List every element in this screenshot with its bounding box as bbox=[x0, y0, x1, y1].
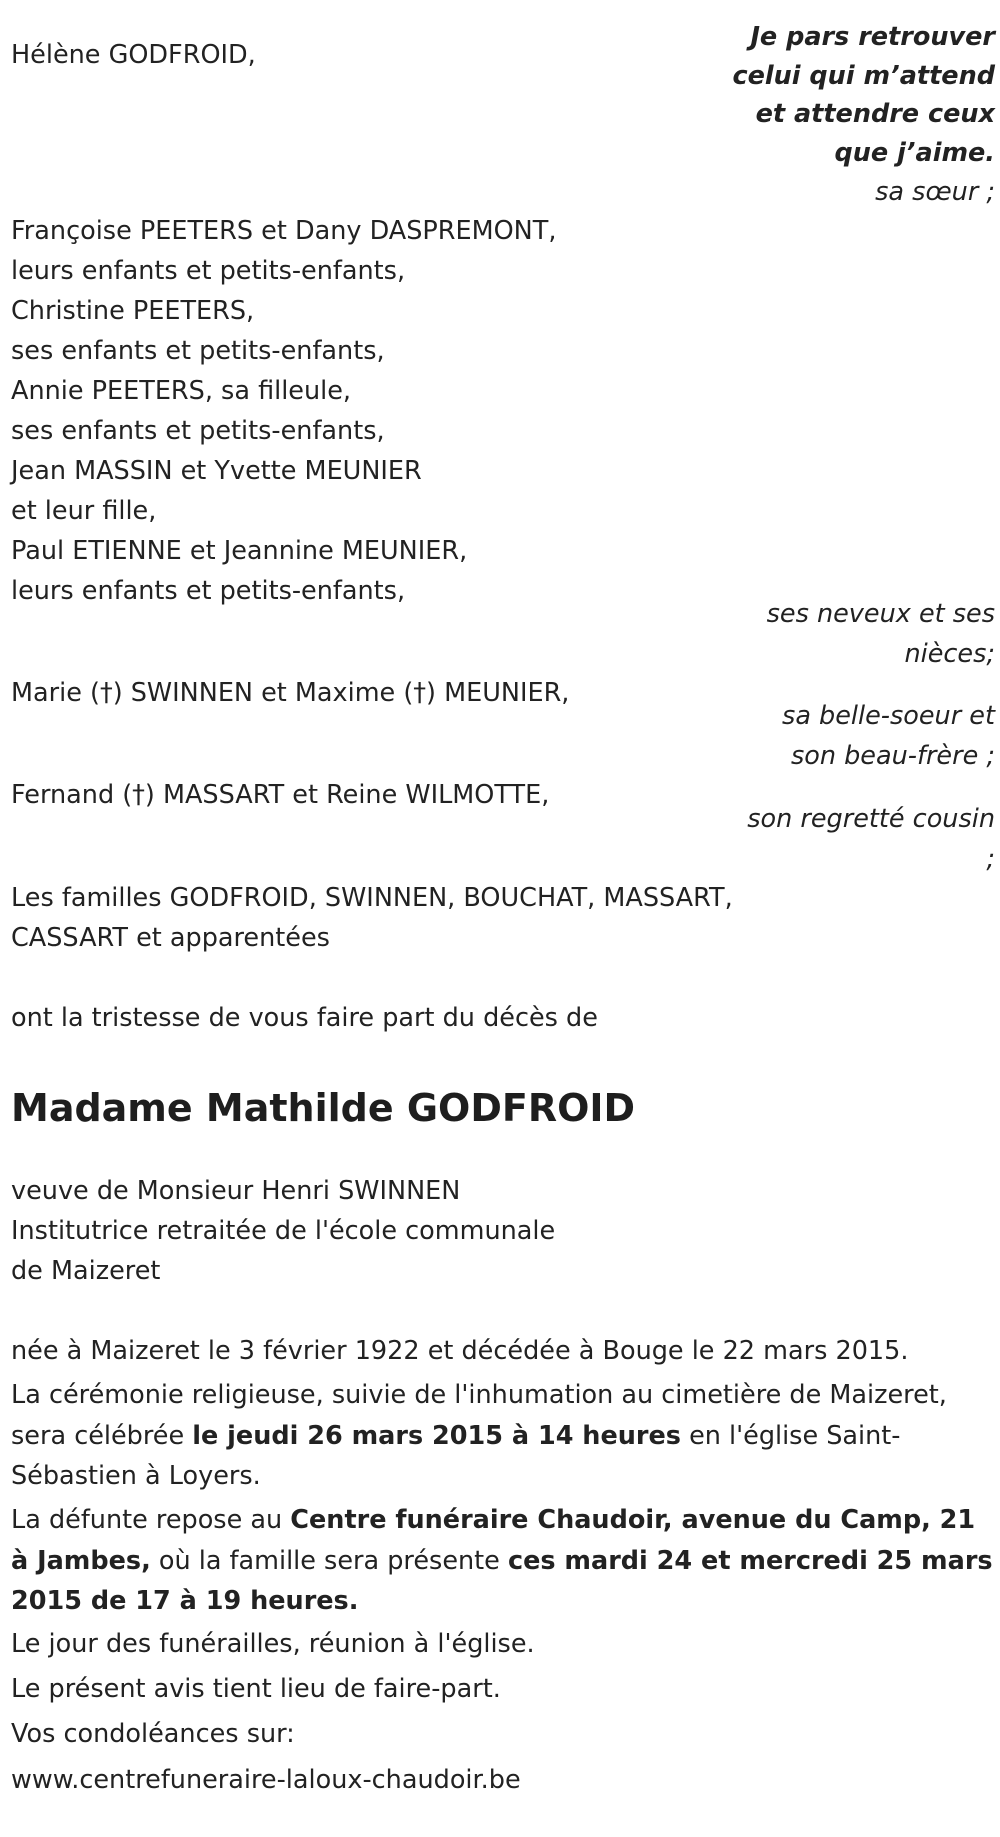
family-line: leurs enfants et petits-enfants, bbox=[11, 576, 406, 606]
announcement: ont la tristesse de vous faire part du décès de bbox=[11, 1003, 598, 1033]
condolences-label: Vos condoléances sur: bbox=[11, 1719, 295, 1749]
families-line-1: Les familles GODFROID, SWINNEN, BOUCHAT, MASSART, bbox=[11, 883, 733, 913]
family-line: leurs enfants et petits-enfants, bbox=[11, 256, 406, 286]
sister-relation: sa sœur ; bbox=[875, 177, 995, 207]
nephews-relation-2: nièces; bbox=[904, 639, 995, 669]
families-line-2: CASSART et apparentées bbox=[11, 923, 330, 953]
ceremony-date: le jeudi 26 mars 2015 à 14 heures bbox=[192, 1420, 681, 1451]
quote-line-2: celui qui m’attend bbox=[732, 61, 995, 91]
quote-line-3: et attendre ceux bbox=[755, 99, 995, 129]
repose-paragraph bbox=[11, 1500, 996, 1622]
inlaws-relation-1: sa belle-soeur et bbox=[782, 701, 995, 731]
deceased-detail: Institutrice retraitée de l'école communale bbox=[11, 1216, 556, 1246]
sister-name: Hélène GODFROID, bbox=[11, 40, 256, 70]
cousin-relation-1: son regretté cousin bbox=[747, 804, 995, 834]
family-line: Christine PEETERS, bbox=[11, 296, 255, 326]
visiting-hours: ces mardi 24 et mercredi 25 mars 2015 de 17 à 19 heures. bbox=[11, 1545, 993, 1616]
repose-text: La défunte repose au bbox=[11, 1505, 291, 1535]
deceased-detail: de Maizeret bbox=[11, 1256, 161, 1286]
deceased-name: Madame Mathilde GODFROID bbox=[11, 1086, 636, 1130]
notice-line: Le présent avis tient lieu de faire-part. bbox=[11, 1674, 501, 1704]
family-line: Annie PEETERS, sa filleule, bbox=[11, 376, 352, 406]
family-line: Jean MASSIN et Yvette MEUNIER bbox=[11, 456, 422, 486]
ceremony-text: La cérémonie religieuse, suivie de l'inhumation au cimetière de Maizeret, sera célébrée bbox=[11, 1380, 947, 1451]
repose-text-mid: où la famille sera présente bbox=[150, 1545, 508, 1576]
cousin-relation-2: ; bbox=[986, 844, 995, 874]
family-line: ses enfants et petits-enfants, bbox=[11, 336, 385, 366]
family-line: et leur fille, bbox=[11, 496, 157, 526]
inlaws-relation-2: son beau-frère ; bbox=[790, 741, 995, 771]
family-line: Paul ETIENNE et Jeannine MEUNIER, bbox=[11, 536, 468, 566]
quote-line-4: que j’aime. bbox=[834, 138, 995, 168]
repose-location: Centre funéraire Chaudoir, avenue du Camp, 21 à Jambes, bbox=[11, 1505, 976, 1576]
family-line: Françoise PEETERS et Dany DASPREMONT, bbox=[11, 216, 557, 246]
deceased-detail: veuve de Monsieur Henri SWINNEN bbox=[11, 1176, 461, 1206]
ceremony-place: en l'église Saint-Sébastien à Loyers. bbox=[11, 1420, 901, 1491]
ceremony-paragraph bbox=[11, 1375, 996, 1497]
funeral-day-line: Le jour des funérailles, réunion à l'église. bbox=[11, 1629, 535, 1659]
quote-line-1: Je pars retrouver bbox=[750, 22, 995, 52]
family-line: ses enfants et petits-enfants, bbox=[11, 416, 385, 446]
inlaws-names: Marie (†) SWINNEN et Maxime (†) MEUNIER, bbox=[11, 678, 570, 708]
nephews-relation-1: ses neveux et ses bbox=[766, 599, 995, 629]
birth-death-line: née à Maizeret le 3 février 1922 et décédée à Bouge le 22 mars 2015. bbox=[11, 1336, 909, 1366]
cousin-names: Fernand (†) MASSART et Reine WILMOTTE, bbox=[11, 780, 550, 810]
website-link[interactable]: www.centrefuneraire-laloux-chaudoir.be bbox=[11, 1765, 521, 1795]
